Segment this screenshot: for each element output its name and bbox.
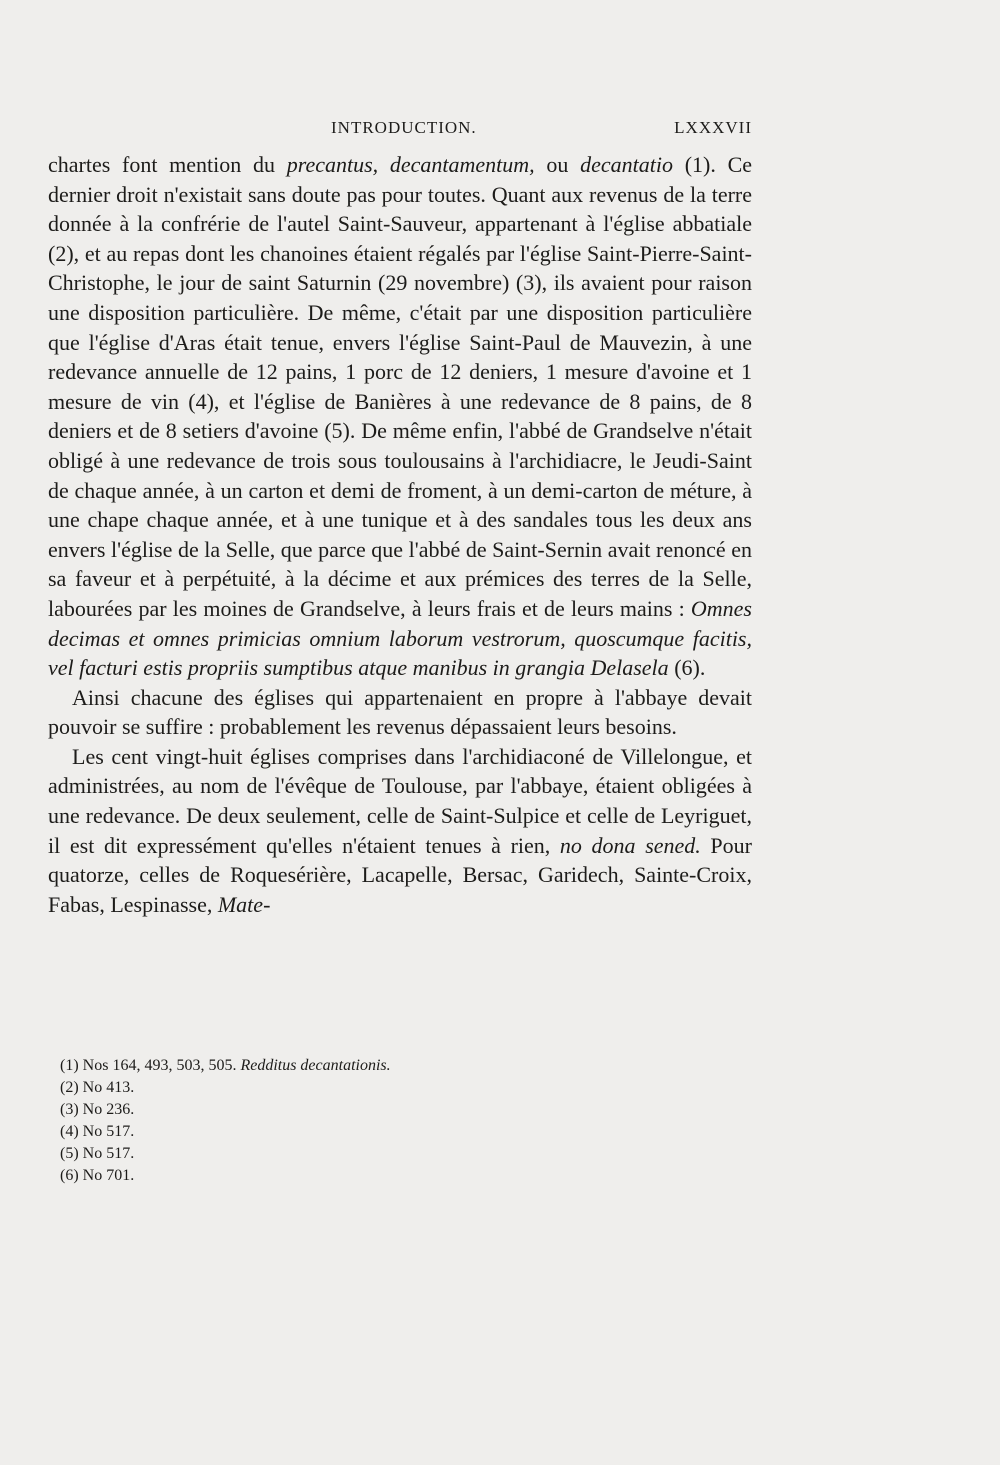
- footnotes: [60, 1055, 740, 1187]
- italic-text: Omnes decimas et omnes primicias omnium laborum vestrorum, quoscumque facitis, vel facturi estis propriis sumptibus atque manibus in grangia Delasela: [48, 595, 752, 681]
- footnote: [60, 1143, 740, 1165]
- footnote-number: (2): [60, 1079, 79, 1096]
- paragraph: [48, 683, 752, 742]
- paragraph: [48, 742, 752, 920]
- header-title: INTRODUCTION.: [331, 118, 477, 137]
- italic-text: no dona sened.: [559, 832, 701, 858]
- text-run: Pour quatorze, celles de Roquesérière, Lacapelle, Bersac, Garidech, Sainte-Croix, Fabas, Lespinasse,: [48, 832, 752, 917]
- page-number: LXXXVII: [674, 118, 752, 137]
- text-run: chartes font mention du: [48, 152, 287, 177]
- footnote-number: (3): [60, 1101, 79, 1118]
- footnote-number: (1): [60, 1057, 79, 1074]
- footnote: [60, 1099, 740, 1121]
- text-run: Les cent vingt-huit églises comprises dans l'archidiaconé de Villelongue, et administrées, au nom de l'évêque de Toulouse, par l'abbaye, étaient obligées à une redevance. De deux seulement, celle de Saint-Sulpice et celle de Leyriguet, il est dit expressément qu'elles n'étaient tenues à rien,: [48, 743, 752, 858]
- footnote: [60, 1077, 740, 1099]
- body-text: [48, 150, 752, 919]
- footnote-text: Nos 164, 493, 503, 505.: [82, 1057, 237, 1074]
- footnote: [60, 1055, 740, 1077]
- footnote-text: No 236.: [82, 1101, 135, 1118]
- italic-text: Mate-: [217, 891, 271, 917]
- italic-text: precantus, decantamentum,: [286, 152, 535, 177]
- text-run: (1). Ce dernier droit n'existait sans doute pas pour toutes. Quant aux revenus de la terre donnée à la confrérie de l'autel Saint-Sauveur, appartenant à l'église abbatiale (2), et au repas dont les chanoines étaient régalés par l'église Saint-Pierre-Saint-Christophe, le jour de saint Saturnin (29 novembre) (3), ils avaient pour raison une disposition particulière. De même, c'était par une disposition particulière que l'église d'Aras était tenue, envers l'église Saint-Paul de Mauvezin, à une redevance annuelle de 12 pains, 1 porc de 12 deniers, 1 mesure d'avoine et 1 mesure de vin (4), et l'église de Banières à une redevance de 8 pains, de 8 deniers et de 8 setiers d'avoine (5). De même enfin, l'abbé de Grandselve n'était obligé à une redevance de trois sous toulousains à l'archidiacre, le Jeudi-Saint de chaque année, à un carton et demi de froment, à un demi-carton de méture, à une chape chaque année, et à une tunique et à des sandales tous les deux ans envers l'église de la Selle, que parce que l'abbé de Saint-Sernin avait renoncé en sa faveur et à perpétuité, à la décime et aux prémices des terres de la Selle, labourées par les moines de Grandselve, à leurs frais et de leurs mains :: [48, 152, 753, 621]
- footnote-number: (5): [60, 1145, 79, 1162]
- footnote: [60, 1121, 740, 1143]
- paragraph: [48, 150, 752, 683]
- italic-text: decantatio: [580, 152, 673, 177]
- text-run: (6).: [668, 655, 706, 681]
- footnote-text: No 413.: [82, 1079, 135, 1096]
- footnote-text: No 701.: [82, 1167, 135, 1184]
- footnote-number: (4): [60, 1123, 79, 1140]
- footnote-text: No 517.: [82, 1123, 135, 1140]
- running-header: [48, 118, 752, 148]
- footnote-number: (6): [60, 1167, 79, 1184]
- footnote-italic: Redditus decantationis.: [240, 1057, 391, 1074]
- text-run: Ainsi chacune des églises qui appartenaient en propre à l'abbaye devait pouvoir se suffire : probablement les revenus dépassaient leurs besoins.: [48, 684, 752, 740]
- footnote-text: No 517.: [82, 1145, 135, 1162]
- footnote: [60, 1165, 740, 1187]
- text-run: ou: [534, 152, 581, 177]
